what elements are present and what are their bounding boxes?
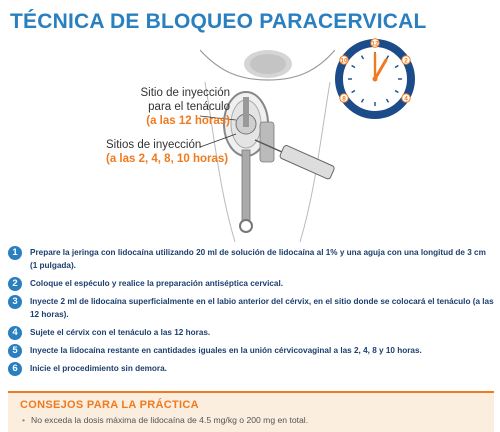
step-number: 4: [8, 326, 22, 340]
clock-diagram: [334, 38, 416, 120]
step-text: Coloque el espéculo y realice la preparación antiséptica cervical.: [30, 279, 284, 288]
tips-item: • No exceda la dosis máxima de lidocaína de 4.5 mg/kg o 200 mg en total.: [22, 415, 309, 425]
step-number: 2: [8, 277, 22, 291]
marker-10: 10: [340, 57, 348, 65]
marker-2: 2: [404, 57, 408, 65]
step-1: [8, 246, 494, 272]
tenaculum: [243, 97, 249, 127]
injection-sites-label: Sitios de inyección (a las 2, 4, 8, 10 horas): [106, 139, 229, 165]
step-number: 6: [8, 362, 22, 376]
marker-12: 12: [371, 40, 379, 48]
step-3: [8, 295, 494, 321]
step-6: [8, 362, 494, 375]
tenaculum-site-label: Sitio de inyección para el tenáculo (a las 12 horas): [140, 87, 230, 127]
tips-title: CONSEJOS PARA LA PRÁCTICA: [20, 399, 199, 411]
step-number: 1: [8, 246, 22, 260]
step-text: Sujete el cérvix con el tenáculo a las 12 horas.: [30, 328, 211, 337]
step-5: [8, 344, 494, 357]
practice-tips-box: [8, 391, 494, 432]
step-text: Prepare la jeringa con lidocaína utilizando 20 ml de solución de lidocaína al 1% y una aguja con una longitud de 3 cm (1 pulgada).: [30, 248, 486, 270]
step-2: [8, 277, 494, 290]
step-text: Inyecte 2 ml de lidocaína superficialmente en el labio anterior del cérvix, en el sitio donde se colocará el tenáculo (a las 12 horas).: [30, 297, 494, 319]
step-4: [8, 326, 494, 339]
marker-8: 8: [342, 95, 346, 103]
step-text: Inyecte la lidocaína restante en cantidades iguales en la unión cérvicovaginal a las 2, 4, 8 y 10 horas.: [30, 346, 422, 355]
page-title: TÉCNICA DE BLOQUEO PARACERVICAL: [10, 10, 427, 33]
marker-4: 4: [404, 95, 408, 103]
step-number: 3: [8, 295, 22, 309]
step-text: Inicie el procedimiento sin demora.: [30, 364, 167, 373]
bullet-icon: •: [22, 415, 26, 425]
syringe: [279, 145, 335, 180]
step-number: 5: [8, 344, 22, 358]
steps-list: [8, 246, 494, 380]
